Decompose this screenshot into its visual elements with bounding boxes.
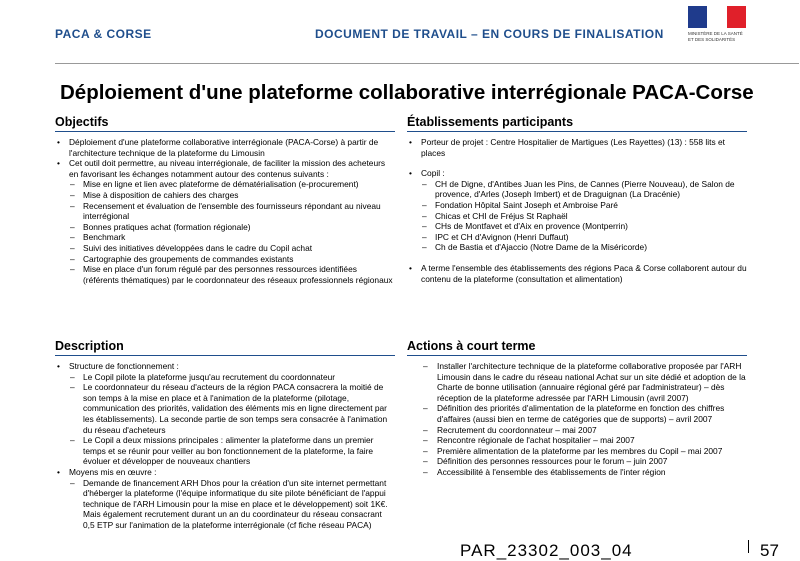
sub-bullet-item: – Le coordonnateur du réseau d'acteurs de la région PACA consacrera la moitié de son temps à la mise en place et à l'animation de la plateforme (pilotage, communication des priorités, validation des éléments mis en ligne directement par les établissements). La seconde partie de son temps sera consacrée à l'animation du réseau d'acheteurs (69, 382, 395, 435)
top-header (0, 0, 800, 52)
sub-bullet-item: – Suivi des initiatives développées dans le cadre du Copil achat (69, 243, 395, 254)
bullet-item (55, 361, 395, 467)
bullet-text: Déploiement d'une plateforme collaborative interrégionale (PACA-Corse) à partir de l'architecture technique de la plateforme du Limousin (69, 137, 379, 158)
sub-bullet-item: – IPC et CH d'Avignon (Henri Duffaut) (421, 232, 747, 243)
action-item: – Définition des personnes ressources pour le forum – juin 2007 (421, 456, 747, 467)
document-reference: PAR_23302_003_04 (460, 541, 633, 560)
bullet-text: A terme l'ensemble des établissements des régions Paca & Corse collaborent autour du contenu de la plateforme (consultation et alimentation) (421, 262, 747, 284)
bullet-text: Porteur de projet : Centre Hospitalier de Martigues (Les Rayettes) (13) : 558 lits et places (421, 137, 725, 158)
bullet-item (55, 158, 395, 285)
region-label: PACA & CORSE (55, 27, 152, 41)
bullet-text: Copil : (421, 168, 445, 179)
sub-bullet-item: – Bonnes pratiques achat (formation régionale) (69, 222, 395, 233)
bullet-item (407, 263, 747, 284)
bullet-text: Moyens mis en œuvre : (69, 466, 157, 477)
sub-list (69, 179, 395, 285)
sub-bullet-item: – Cartographie des groupements de commandes existants (69, 254, 395, 265)
sub-bullet-item: – Chicas et CHI de Fréjus St Raphaël (421, 211, 747, 222)
actions-list (407, 361, 747, 478)
page-title: Déploiement d'une plateforme collaborative interrégionale PACA-Corse (60, 81, 754, 104)
sub-bullet-item: – Ch de Bastia et d'Ajaccio (Notre Dame de la Miséricorde) (421, 242, 747, 253)
sub-bullet-item: – Mise en ligne et lien avec plateforme de dématérialisation (e-procurement) (69, 179, 395, 190)
action-item: – Installer l'architecture technique de la plateforme collaborative proposée par l'ARH Limousin dans le cadre du réseau national Achat sur un site dédié et adoption de la Charte de bonne utilisation (annuaire régional géré par l'administrateur) – dès réception de la plateforme adressée par l'ARH Limousin (avril 2007) (421, 361, 747, 403)
description-list (55, 361, 395, 531)
bullet-text: Structure de fonctionnement : (69, 361, 179, 371)
page-number: 57 (760, 541, 779, 560)
sub-bullet-item: – Mise à disposition de cahiers des charges (69, 190, 395, 201)
sub-bullet-item: – Fondation Hôpital Saint Joseph et Ambroise Paré (421, 200, 747, 211)
action-item: – Rencontre régionale de l'achat hospitalier – mai 2007 (421, 435, 747, 446)
french-flag-icon (688, 6, 746, 28)
bullet-item (407, 137, 747, 158)
sub-bullet-item: – CHs de Montfavet et d'Aix en provence (Montperrin) (421, 221, 747, 232)
section-heading: Description (55, 339, 395, 356)
sub-bullet-item: – Le Copil a deux missions principales : alimenter la plateforme dans un premier temps et se réunir pour veiller au bon fonctionnement de la plateforme, la faire évoluer et développer de nouveaux chantiers (69, 435, 395, 467)
bullet-item (55, 467, 395, 531)
section-heading: Actions à court terme (407, 339, 747, 356)
sub-bullet-item: – Demande de financement ARH Dhos pour la création d'un site internet permettant d'héberger la plateforme (l'équipe informatique du site pilote bénéficiant de l'appui technique de l'ARH Limousin pour la mise en place et le développement) soit 1K€. Mais également recrutement durant un an du coordinateur du réseau consacrant 0,5 ETP sur l'animation de la plateforme interrégionale (cf fiche réseau PACA) (69, 478, 395, 531)
sub-bullet-item: – Mise en place d'un forum régulé par des personnes ressources identifiées (référents thématiques) par le coordonnateur des réseaux professionnels régionaux (69, 264, 395, 285)
section-description (55, 339, 395, 531)
sub-list (69, 372, 395, 467)
section-heading: Objectifs (55, 115, 395, 132)
bullet-item (407, 168, 747, 253)
sub-bullet-item: – CH de Digne, d'Antibes Juan les Pins, de Cannes (Pierre Nouveau), de Salon de provence, d'Arles (Joseph Imbert) et de Draguignan (La Dracénie) (421, 179, 747, 200)
section-etablissements (407, 115, 747, 284)
sub-list (69, 478, 395, 531)
section-heading: Établissements participants (407, 115, 747, 132)
header-rule (55, 63, 799, 64)
objectifs-list (55, 137, 395, 285)
logo-caption: MINISTÈRE DE LA SANTÉ ET DES SOLIDARITÉS (688, 31, 743, 42)
section-objectifs (55, 115, 395, 285)
action-item: – Définition des priorités d'alimentation de la plateforme en fonction des chiffres d'affaires (aussi bien en terme de catégories que de supports) – avril 2007 (421, 403, 747, 424)
footer-divider (748, 540, 749, 553)
action-item: – Accessibilité à l'ensemble des établissements de l'inter région (421, 467, 747, 478)
etablissements-list (407, 137, 747, 284)
action-item: – Première alimentation de la plateforme par les membres du Copil – mai 2007 (421, 446, 747, 457)
sub-bullet-item: – Le Copil pilote la plateforme jusqu'au recrutement du coordonnateur (69, 372, 395, 383)
bullet-item (55, 137, 395, 158)
bullet-text: Cet outil doit permettre, au niveau interrégionale, de faciliter la mission des acheteurs en favorisant les échanges notamment autour des contenus suivants : (69, 158, 386, 179)
sub-list (421, 179, 747, 253)
ministry-logo (688, 6, 746, 56)
document-status: DOCUMENT DE TRAVAIL – EN COURS DE FINALISATION (315, 27, 664, 41)
sub-bullet-item: – Benchmark (69, 232, 395, 243)
sub-bullet-item: – Recensement et évaluation de l'ensemble des fournisseurs répondant au niveau interrégional (69, 201, 395, 222)
action-item: – Recrutement du coordonnateur – mai 2007 (421, 425, 747, 436)
section-actions (407, 339, 747, 478)
